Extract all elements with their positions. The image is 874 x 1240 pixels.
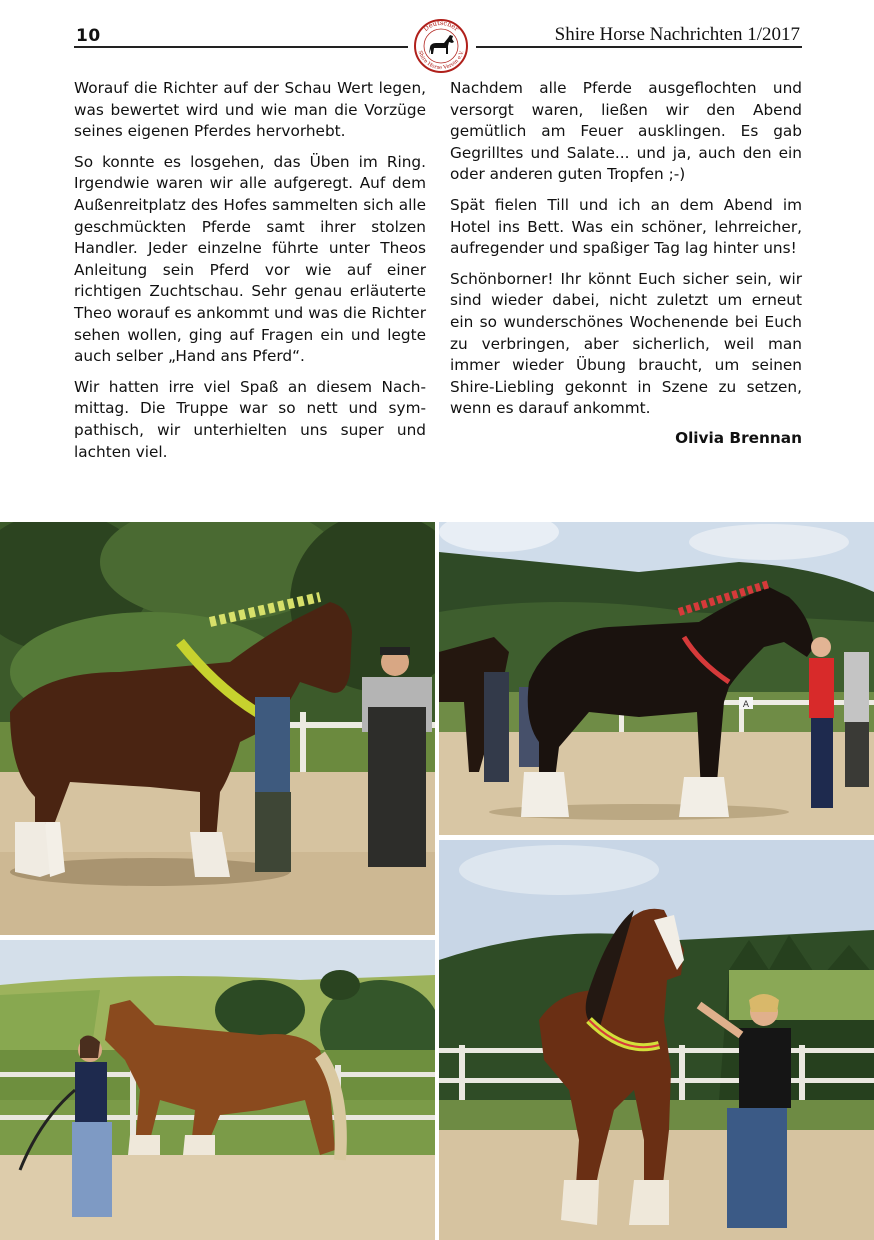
article-left-column [74, 78, 426, 472]
logo-text-bottom: Shire Horse Verein e.V. [416, 50, 466, 72]
photo-foal-with-handler [0, 940, 435, 1240]
page-number: 10 [76, 26, 101, 46]
header-rule-right [476, 46, 802, 48]
paragraph: Spät fielen Till und ich an dem Abend im Hotel ins Bett. Was ein schöner, lehrreicher, aufregender und spaßiger Tag lag hinter uns! [450, 195, 802, 258]
photo-black-horse-girl [439, 522, 874, 835]
photo-trotting-horse [439, 840, 874, 1240]
society-logo [410, 16, 472, 74]
paragraph: So konnte es losgehen, das Üben im Ring. Irgendwie waren wir alle aufgeregt. Auf dem Außenreitplatz des Hofes sammelten sich alle geschmückten Pferde samt ihrer stolzen Handler. Jeder einzelne führte unter Theos Anleitung sein Pferd vor wie auf einer richtigen Zuchtschau. Sehr genau erläuterte Theo worauf es ankommt und was die Richter sehen wollen, ging auf Fragen ein und legte auch selber „Hand ans Pferd“. [74, 152, 426, 366]
paragraph: Wir hatten irre viel Spaß an diesem Nachmittag. Die Truppe war so nett und sympathisch, wir unterhielten uns super und lachten viel. [74, 377, 426, 461]
paragraph: Nachdem alle Pferde ausgeflochten und versorgt waren, ließen wir den Abend gemütlich am Feuer ausklingen. Es gab Gegrilltes und Salate... und ja, auch den ein oder anderen guten Tropfen ;-) [450, 79, 802, 184]
paragraph: Schönborner! Ihr könnt Euch sicher sein, wir sind wieder dabei, nicht zuletzt um erneut ein so wunderschönes Wochenende bei Euch zu verbringen, aber sicherlich, weil man immer wieder Übung braucht, um seinen Shire-Liebling gekonnt in Szene zu setzen, wenn es darauf ankommt. [450, 269, 802, 418]
publication-title: Shire Horse Nachrichten 1/2017 [554, 24, 800, 45]
arena-marker-sign: A [742, 700, 750, 710]
logo-text-top: Deutscher [421, 18, 461, 34]
header-rule-left [74, 46, 408, 48]
photo-horse-with-handlers [0, 522, 435, 935]
article-right-column [450, 78, 802, 450]
paragraph: Worauf die Richter auf der Schau Wert legen, was bewertet wird und wie man die Vorzüge seines eigenen Pferdes hervorhebt. [74, 79, 426, 141]
author-signature: Olivia Brennan [675, 428, 802, 447]
